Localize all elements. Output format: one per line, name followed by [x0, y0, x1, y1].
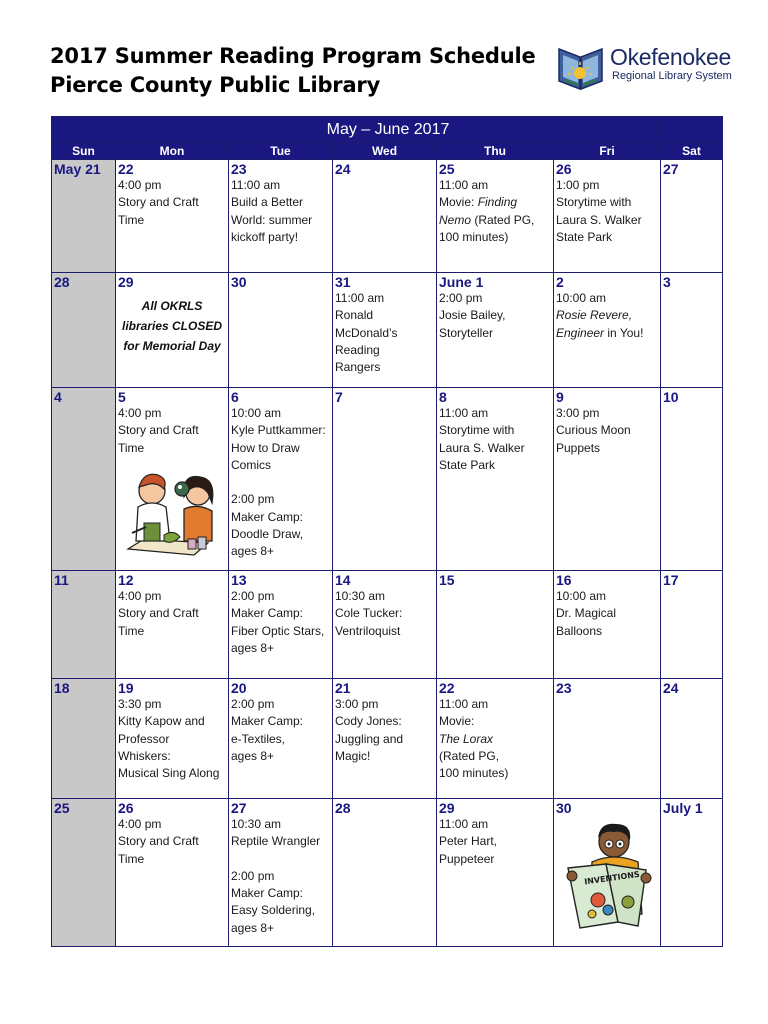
week-row	[52, 571, 723, 679]
book-title: Rosie Revere, Engineer	[556, 308, 633, 340]
event-text: 11:00 am Ronald McDonald’s Reading Rangers	[335, 291, 398, 375]
date-number: 26	[556, 161, 572, 177]
logo-subtitle: Regional Library System	[612, 70, 732, 82]
event-text	[439, 177, 551, 246]
date-number: June 1	[439, 274, 484, 290]
event-text-part: (Rated PG, 100 minutes)	[439, 212, 535, 244]
day-cell	[52, 273, 116, 388]
day-cell	[437, 160, 554, 273]
day-cell	[437, 273, 554, 388]
date-number: 5	[118, 389, 126, 405]
date-number: 18	[54, 680, 70, 696]
date-number: 13	[231, 572, 247, 588]
event-text-part: 11:00 am Movie:	[439, 697, 489, 729]
day-cell	[116, 799, 229, 947]
date-number: 12	[118, 572, 134, 588]
date-number: 29	[118, 274, 134, 290]
day-cell	[554, 679, 661, 799]
date-number: 16	[556, 572, 572, 588]
date-number: 24	[335, 161, 351, 177]
day-cell	[554, 571, 661, 679]
day-cell	[661, 571, 723, 679]
date-number: 10	[663, 389, 679, 405]
day-cell	[333, 160, 437, 273]
day-cell	[554, 273, 661, 388]
date-number: 27	[231, 800, 247, 816]
day-cell	[333, 799, 437, 947]
month-label: May – June 2017	[116, 117, 661, 143]
date-number: 23	[231, 161, 247, 177]
date-number: 14	[335, 572, 351, 588]
date-number: 27	[663, 161, 679, 177]
day-cell	[116, 160, 229, 273]
day-cell	[52, 679, 116, 799]
date-number: 15	[439, 572, 455, 588]
date-number: 25	[54, 800, 70, 816]
logo-name: Okefenokee	[610, 44, 732, 70]
day-cell	[116, 571, 229, 679]
event-text: 3:30 pm Kitty Kapow and Professor Whiskers: Musical Sing Along	[118, 697, 220, 781]
date-number: 31	[335, 274, 351, 290]
movie-title: Finding Nemo	[439, 195, 518, 227]
event-text	[556, 290, 658, 342]
day-cell	[52, 571, 116, 679]
event-text: 2:00 pm Maker Camp: Fiber Optic Stars, ages 8+	[231, 589, 325, 655]
date-number: 8	[439, 389, 447, 405]
event-text-part: (Rated PG, 100 minutes)	[439, 748, 509, 781]
date-number: 19	[118, 680, 134, 696]
date-number: 20	[231, 680, 247, 696]
date-number: 9	[556, 389, 564, 405]
book-sun-logo-icon	[556, 43, 606, 91]
closed-notice: All OKRLS libraries CLOSED for Memorial Day	[121, 299, 223, 353]
day-cell	[437, 679, 554, 799]
day-name-tue: Tue	[229, 143, 333, 160]
page-title	[50, 42, 536, 100]
banner-blank	[661, 117, 723, 143]
date-number: 11	[54, 572, 69, 588]
boy-reading-inventions-icon	[562, 818, 658, 932]
date-number: 30	[231, 274, 247, 290]
day-cell	[52, 799, 116, 947]
event-text-part: 11:00 am Movie:	[439, 178, 489, 210]
date-number: May 21	[54, 161, 101, 177]
day-cell	[229, 388, 333, 571]
banner-blank	[52, 117, 116, 143]
event-text: 11:00 am Build a Better World: summer kickoff party!	[231, 178, 313, 244]
event-text: 3:00 pm Curious Moon Puppets	[556, 406, 631, 455]
date-number: 28	[54, 274, 70, 290]
day-cell	[333, 679, 437, 799]
kids-painting-icon	[124, 463, 224, 559]
month-banner-row	[52, 117, 723, 143]
event-text	[439, 696, 551, 782]
day-cell	[333, 388, 437, 571]
event-text: 10:30 am Reptile Wrangler 2:00 pm Maker Camp: Easy Soldering, ages 8+	[231, 817, 321, 935]
event-text: 10:00 am Kyle Puttkammer: How to Draw Comics 2:00 pm Maker Camp: Doodle Draw, ages 8+	[231, 406, 326, 559]
day-cell	[437, 388, 554, 571]
day-cell	[554, 799, 661, 947]
event-text: 11:00 am Peter Hart, Puppeteer	[439, 817, 498, 866]
event-text: 4:00 pm Story and Craft Time	[118, 406, 199, 455]
title-line-2: Pierce County Public Library	[50, 73, 381, 97]
event-text: 10:00 am Dr. Magical Balloons	[556, 589, 617, 638]
library-logo	[556, 43, 736, 91]
date-number: 25	[439, 161, 455, 177]
week-row	[52, 388, 723, 571]
day-cell	[661, 273, 723, 388]
event-text: 10:30 am Cole Tucker: Ventriloquist	[335, 589, 403, 638]
day-name-fri: Fri	[554, 143, 661, 160]
event-text: 2:00 pm Maker Camp: e-Textiles, ages 8+	[231, 697, 304, 763]
event-text: 1:00 pm Storytime with Laura S. Walker State Park	[556, 178, 642, 244]
date-number: 21	[335, 680, 351, 696]
day-cell	[116, 388, 229, 571]
day-name-mon: Mon	[116, 143, 229, 160]
day-name-wed: Wed	[333, 143, 437, 160]
day-cell	[116, 679, 229, 799]
day-cell	[52, 388, 116, 571]
day-name-thu: Thu	[437, 143, 554, 160]
book-cover-text: INVENTIONS	[583, 869, 641, 887]
day-cell	[229, 679, 333, 799]
date-number: 22	[439, 680, 455, 696]
event-text-part: in You!	[604, 325, 644, 340]
date-number: 28	[335, 800, 351, 816]
date-number: 30	[556, 800, 572, 816]
day-cell	[52, 160, 116, 273]
day-cell	[661, 160, 723, 273]
day-cell	[661, 799, 723, 947]
week-row	[52, 679, 723, 799]
day-cell	[437, 571, 554, 679]
event-text: 11:00 am Storytime with Laura S. Walker State Park	[439, 406, 525, 472]
date-number: 23	[556, 680, 572, 696]
event-text: 4:00 pm Story and Craft Time	[118, 178, 199, 227]
day-name-sat: Sat	[661, 143, 723, 160]
day-cell	[333, 571, 437, 679]
day-cell	[229, 273, 333, 388]
day-cell	[661, 388, 723, 571]
event-text: 4:00 pm Story and Craft Time	[118, 817, 199, 866]
day-cell	[229, 799, 333, 947]
day-cell	[229, 160, 333, 273]
title-line-1: 2017 Summer Reading Program Schedule	[50, 44, 536, 68]
date-number: 26	[118, 800, 134, 816]
date-number: 17	[663, 572, 679, 588]
day-cell	[554, 160, 661, 273]
event-text: 3:00 pm Cody Jones: Juggling and Magic!	[335, 697, 404, 763]
week-row	[52, 160, 723, 273]
day-cell	[229, 571, 333, 679]
calendar-table	[51, 116, 723, 947]
movie-title: The Lorax	[439, 731, 494, 746]
date-number: 22	[118, 161, 134, 177]
day-cell	[437, 799, 554, 947]
week-row	[52, 799, 723, 947]
event-text: 4:00 pm Story and Craft Time	[118, 589, 199, 638]
day-cell	[333, 273, 437, 388]
date-number: 2	[556, 274, 564, 290]
day-cell	[116, 273, 229, 388]
date-number: 4	[54, 389, 62, 405]
date-number: 7	[335, 389, 343, 405]
date-number: 24	[663, 680, 679, 696]
event-text: 2:00 pm Josie Bailey, Storyteller	[439, 291, 506, 340]
event-text-part: 10:00 am	[556, 291, 607, 305]
date-number: July 1	[663, 800, 703, 816]
date-number: 6	[231, 389, 239, 405]
day-cell	[554, 388, 661, 571]
date-number: 29	[439, 800, 455, 816]
day-name-sun: Sun	[52, 143, 116, 160]
week-row	[52, 273, 723, 388]
date-number: 3	[663, 274, 671, 290]
day-cell	[661, 679, 723, 799]
day-names-row	[52, 143, 723, 160]
